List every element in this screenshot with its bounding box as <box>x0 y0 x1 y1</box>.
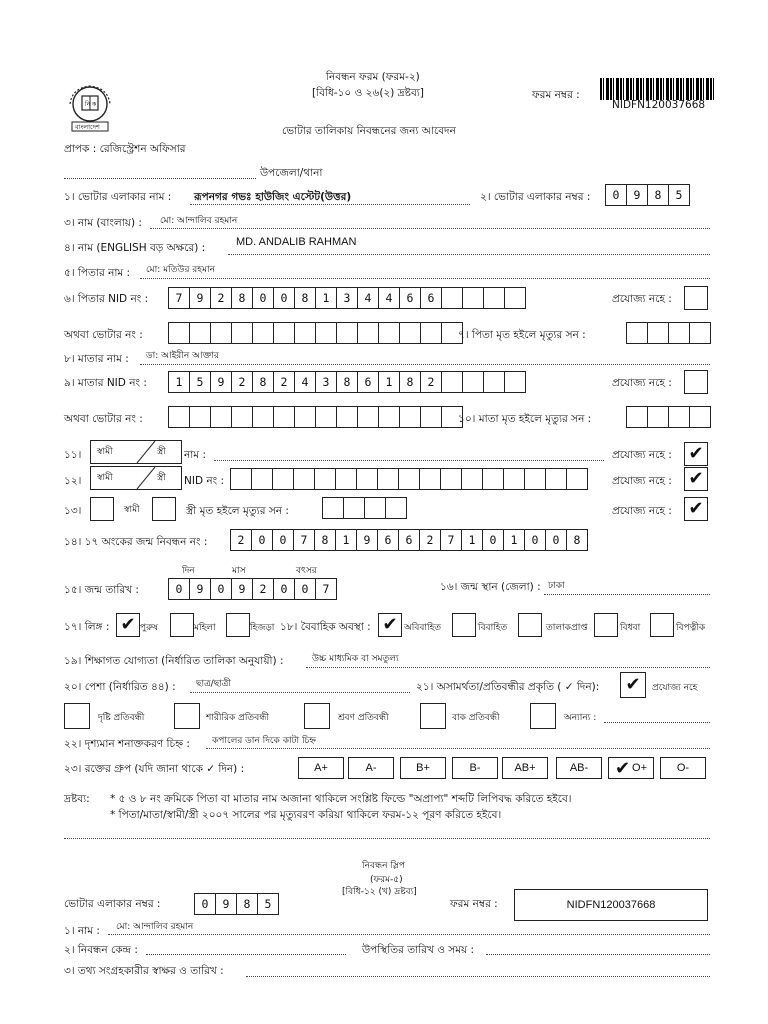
digit-box[interactable] <box>505 288 525 308</box>
f6-label: ৬। পিতার NID নং : <box>64 293 149 305</box>
f9-checkbox[interactable] <box>684 370 708 394</box>
note-1: * ৫ ও ৮ নং ক্রমিকে পিতা বা মাতার নাম অজানা থাকিলে সংশ্লিষ্ট ফিল্ডে "অপ্রাপ্য" শব্দটি লিপিবদ্ধ করিতে হইবে। <box>110 793 572 805</box>
digit-box[interactable]: 8 <box>232 288 253 308</box>
blood-group-label: AB+ <box>514 762 536 774</box>
digit-box[interactable] <box>211 407 232 427</box>
upazila-line[interactable] <box>64 178 256 179</box>
mother-voter-boxes[interactable] <box>168 406 463 428</box>
digit-box[interactable] <box>337 407 358 427</box>
digit-box[interactable] <box>400 323 421 343</box>
digit-box[interactable]: 7 <box>322 582 330 596</box>
digit-box[interactable]: 8 <box>573 533 581 547</box>
digit-box[interactable]: 1 <box>379 372 400 392</box>
f16-line <box>544 594 710 595</box>
digit-box[interactable] <box>344 498 365 518</box>
blood-group-oneg[interactable] <box>660 757 706 779</box>
f22-value[interactable]: কপালের ডান দিকে কাটা চিহ্ন <box>212 736 317 746</box>
digit-box[interactable] <box>627 323 648 343</box>
dob-day-label: দিন <box>182 566 195 576</box>
check-icon: ✔ <box>625 674 641 695</box>
f13-not-applicable: প্রযোজ্য নহে : <box>612 505 672 517</box>
digit-box[interactable] <box>627 407 648 427</box>
digit-box[interactable] <box>273 469 294 489</box>
digit-box[interactable] <box>504 469 525 489</box>
digit-box[interactable]: 0 <box>274 288 295 308</box>
digit-box[interactable]: 1 <box>316 288 337 308</box>
slip-form-no-box <box>514 889 708 921</box>
digit-box[interactable]: 8 <box>295 288 316 308</box>
digit-box[interactable]: 1 <box>336 530 357 550</box>
digit-box[interactable] <box>357 469 378 489</box>
f18-label: ১৮। বৈবাহিক অবস্থা : <box>280 621 371 633</box>
f10-boxes[interactable] <box>626 406 711 428</box>
hearing-checkbox[interactable] <box>304 703 330 729</box>
slip-center-label: ২। নিবন্ধন কেন্দ্র : <box>64 944 138 956</box>
digit-box[interactable]: 3 <box>337 288 358 308</box>
f16-label: ১৬। জন্ম স্থান (জেলা) : <box>440 581 541 593</box>
logo <box>62 78 118 134</box>
widow-label: বিধবা <box>620 623 641 633</box>
f3-label: ৩। নাম (বাংলায়) : <box>64 217 142 229</box>
digit-box[interactable]: 2 <box>253 579 274 599</box>
digit-box[interactable]: 4 <box>379 288 400 308</box>
digit-box[interactable]: 8 <box>648 185 669 205</box>
hijra-checkbox[interactable] <box>226 613 250 637</box>
blood-group-label: O- <box>676 762 690 774</box>
slip-attendance-label: উপস্থিতির তারিখ ও সময় : <box>362 944 475 956</box>
male-label: পুরুষ <box>140 623 158 633</box>
f11-spouse-box[interactable] <box>90 440 182 464</box>
dob-year-label: বৎসর <box>296 566 317 576</box>
male-checkbox[interactable] <box>116 613 140 637</box>
vision-label: দৃষ্টি প্রতিবন্ধী <box>98 713 145 723</box>
barcode-number: NIDFN120037668 <box>612 99 706 111</box>
digit-box[interactable]: 0 <box>195 894 216 914</box>
digit-box[interactable] <box>420 469 441 489</box>
blood-group-bpos[interactable] <box>400 757 446 779</box>
digit-box[interactable] <box>669 407 690 427</box>
f21-label: ২১। অসামর্থতা/প্রতিবন্ধীর প্রকৃতি ( ✓ দিন): <box>416 681 600 693</box>
digit-box[interactable]: 8 <box>253 372 274 392</box>
father-voter-label: অথবা ভোটার নং : <box>64 329 143 341</box>
f15-label: ১৫। জন্ম তারিখ : <box>64 584 139 596</box>
other-line <box>604 722 710 723</box>
dob-month-label: মাস <box>232 566 246 576</box>
check-icon: ✔ <box>688 468 704 489</box>
check-icon: ✔ <box>688 498 704 519</box>
married-checkbox[interactable] <box>452 613 476 637</box>
digit-box[interactable]: 6 <box>358 372 379 392</box>
digit-box[interactable]: 8 <box>237 894 258 914</box>
digit-box[interactable]: 8 <box>315 530 336 550</box>
digit-box[interactable]: 2 <box>420 530 441 550</box>
slip-name-value[interactable]: মো: আন্দালিব রহমান <box>116 922 194 932</box>
digit-box[interactable] <box>294 469 315 489</box>
digit-box[interactable] <box>442 372 463 392</box>
digit-box[interactable]: 2 <box>232 372 253 392</box>
slip-area-no-label: ভোটার এলাকার নম্বর : <box>64 898 161 910</box>
digit-box[interactable] <box>211 323 232 343</box>
digit-box[interactable]: 2 <box>274 372 295 392</box>
digit-box[interactable]: 6 <box>400 288 421 308</box>
f20-label: ২০। পেশা (নির্ধারিত ৪৪) : <box>64 681 176 693</box>
digit-box[interactable] <box>690 323 710 343</box>
digit-box[interactable]: 9 <box>190 579 211 599</box>
digit-box[interactable] <box>295 407 316 427</box>
digit-box[interactable] <box>441 469 462 489</box>
father-voter-boxes[interactable] <box>168 322 463 344</box>
f12-not-applicable: প্রযোজ্য নহে : <box>612 475 672 487</box>
f6-boxes[interactable] <box>168 287 526 309</box>
blood-group-aneg[interactable] <box>348 757 394 779</box>
f5-value[interactable]: মো: মতিউর রহমান <box>146 265 215 275</box>
vision-checkbox[interactable] <box>64 703 90 729</box>
digit-box[interactable] <box>253 407 274 427</box>
f8-label: ৮। মাতার নাম : <box>64 353 129 365</box>
digit-box[interactable] <box>399 469 420 489</box>
f3-line <box>150 228 710 229</box>
digit-box[interactable]: 1 <box>169 372 190 392</box>
f13-husband-label: স্বামী <box>124 505 140 515</box>
digit-box[interactable]: 6 <box>378 530 399 550</box>
upazila-label: উপজেলা/থানা <box>260 167 323 179</box>
blood-group-label: B- <box>469 762 481 774</box>
blood-group-label: A- <box>365 762 377 774</box>
digit-box[interactable] <box>505 372 525 392</box>
f21-not-applicable-checkbox[interactable] <box>620 672 646 698</box>
slip-center-line <box>146 954 346 955</box>
f17-label: ১৭। লিঙ্গ : <box>64 621 110 633</box>
f14-boxes[interactable] <box>230 529 588 551</box>
f13-boxes[interactable] <box>322 497 407 519</box>
f1-value[interactable]: রূপনগর গভঃ হাউজিং এস্টেট(উত্তর) <box>194 191 352 203</box>
digit-box[interactable]: 5 <box>675 188 683 202</box>
digit-box[interactable]: 7 <box>294 530 315 550</box>
f12-label: ১২। <box>64 475 82 487</box>
physical-label: শারীরিক প্রতিবন্ধী <box>206 713 269 723</box>
digit-box[interactable] <box>669 323 690 343</box>
divorced-label: তালাকপ্রাপ্ত <box>546 623 588 633</box>
digit-box[interactable]: 0 <box>169 579 190 599</box>
f14-label: ১৪। ১৭ অংকের জন্ম নিবন্ধন নং : <box>64 536 208 548</box>
f19-value[interactable]: উচ্চ মাধ্যমিক বা সমতুল্য <box>312 654 399 664</box>
husband-label: স্বামী <box>97 473 113 483</box>
check-icon: ✔ <box>688 443 704 464</box>
physical-checkbox[interactable] <box>174 703 200 729</box>
wife-label: স্ত্রী <box>157 473 166 483</box>
married-label: বিবাহিত <box>478 623 508 633</box>
f11-name-label: নাম : <box>184 449 207 461</box>
digit-box[interactable] <box>274 407 295 427</box>
digit-box[interactable] <box>323 498 344 518</box>
digit-box[interactable]: 2 <box>231 530 252 550</box>
widower-checkbox[interactable] <box>650 613 674 637</box>
digit-box[interactable] <box>169 323 190 343</box>
widow-checkbox[interactable] <box>594 613 618 637</box>
digit-box[interactable] <box>484 372 505 392</box>
f19-line <box>306 667 710 668</box>
f13-wife-checkbox[interactable] <box>152 497 176 521</box>
f13-wife-dead-label: স্ত্রী মৃত হইলে মৃত্যুর সন : <box>186 505 289 517</box>
digit-box[interactable] <box>379 407 400 427</box>
f12-checkbox[interactable] <box>684 467 708 491</box>
f22-line <box>206 748 710 749</box>
f1-label: ১। ভোটার এলাকার নাম : <box>64 191 172 203</box>
digit-box[interactable] <box>337 323 358 343</box>
f7-boxes[interactable] <box>626 322 711 344</box>
unmarried-label: অবিবাহিত <box>404 623 442 633</box>
svg-text:ক: ক <box>92 101 97 108</box>
slip-area-boxes[interactable] <box>194 893 279 915</box>
f19-label: ১৯। শিক্ষাগত যোগ্যতা (নির্ধারিত তালিকা অনুযায়ী) : <box>64 655 284 667</box>
check-icon: ✔ <box>120 614 136 635</box>
hearing-label: শ্রবণ প্রতিবন্ধী <box>338 713 389 723</box>
digit-box[interactable] <box>252 469 273 489</box>
other-label: অন্যান্য : <box>564 713 597 723</box>
digit-box[interactable] <box>378 469 399 489</box>
f12-boxes[interactable] <box>230 468 588 490</box>
f12-spouse-box[interactable] <box>90 466 182 490</box>
f20-line <box>190 692 410 693</box>
digit-box[interactable]: 6 <box>399 530 420 550</box>
digit-box[interactable]: 2 <box>211 288 232 308</box>
f4-label: ৪। নাম (ENGLISH বড় অক্ষরে) : <box>64 242 206 254</box>
f11-not-applicable: প্রযোজ্য নহে : <box>612 449 672 461</box>
digit-box[interactable]: 8 <box>337 372 358 392</box>
digit-box[interactable]: 0 <box>273 530 294 550</box>
digit-box[interactable]: 9 <box>232 579 253 599</box>
speech-checkbox[interactable] <box>420 703 446 729</box>
f20-value[interactable]: ছাত্র/ছাত্রী <box>196 679 231 689</box>
f10-label: ১০। মাতা মৃত হইলে মৃত্যুর সন : <box>458 413 592 425</box>
digit-box[interactable] <box>463 372 484 392</box>
barcode <box>600 78 716 100</box>
wife-label: স্ত্রী <box>157 447 166 457</box>
slip-signature-label: ৩। তথ্য সংগ্রহকারীর স্বাক্ষর ও তারিখ : <box>64 965 224 977</box>
f4-line <box>228 254 710 255</box>
widower-label: বিপত্নীক <box>676 623 706 633</box>
f2-boxes[interactable] <box>605 184 690 206</box>
digit-box[interactable]: 0 <box>546 530 567 550</box>
digit-box[interactable]: 7 <box>169 288 190 308</box>
digit-box[interactable] <box>484 288 505 308</box>
digit-box[interactable] <box>231 469 252 489</box>
recipient: প্রাপক : রেজিস্ট্রেশন অফিসার <box>64 143 186 155</box>
digit-box[interactable]: 5 <box>190 372 211 392</box>
digit-box[interactable]: 9 <box>627 185 648 205</box>
husband-label: স্বামী <box>97 447 113 457</box>
digit-box[interactable] <box>336 469 357 489</box>
digit-box[interactable] <box>525 469 546 489</box>
digit-box[interactable]: 9 <box>211 372 232 392</box>
f13-label: ১৩। <box>64 505 82 517</box>
f3-value[interactable]: মো: আন্দালিব রহমান <box>160 216 238 226</box>
digit-box[interactable] <box>421 407 442 427</box>
digit-box[interactable] <box>274 323 295 343</box>
mother-voter-label: অথবা ভোটার নং : <box>64 413 143 425</box>
digit-box[interactable] <box>295 323 316 343</box>
f8-line <box>140 364 710 365</box>
f8-value[interactable]: ডা: আইরীন আক্তার <box>146 351 219 361</box>
f4-value[interactable]: MD. ANDALIB RAHMAN <box>236 236 357 248</box>
blood-group-abpos[interactable] <box>502 757 548 779</box>
f6-checkbox[interactable] <box>684 286 708 310</box>
slip-name-label: ১। নাম : <box>64 925 100 937</box>
f13-checkbox[interactable] <box>684 497 708 521</box>
hijra-label: হিজড়া <box>250 623 275 633</box>
digit-box[interactable]: 0 <box>606 185 627 205</box>
f6-not-applicable: প্রযোজ্য নহে : <box>612 293 672 305</box>
form-title: নিবন্ধন ফরম (ফরম-২) <box>326 71 420 83</box>
digit-box[interactable]: 4 <box>358 288 379 308</box>
blood-group-bneg[interactable] <box>452 757 498 779</box>
blood-group-abneg[interactable] <box>556 757 602 779</box>
slip-form-no-label: ফরম নম্বর : <box>450 898 498 910</box>
digit-box[interactable] <box>386 498 406 518</box>
check-icon: ✔ <box>614 758 631 778</box>
digit-box[interactable] <box>316 323 337 343</box>
f9-boxes[interactable] <box>168 371 526 393</box>
f13-husband-checkbox[interactable] <box>90 497 114 521</box>
digit-box[interactable] <box>690 407 710 427</box>
slip-signature-line <box>246 976 710 977</box>
slip-attendance-line <box>486 954 710 955</box>
f22-label: ২২। দৃশ্যমান শনাক্তকরণ চিহ্ন : <box>64 738 190 750</box>
digit-box[interactable]: 6 <box>421 288 442 308</box>
digit-box[interactable] <box>462 469 483 489</box>
digit-box[interactable]: 3 <box>316 372 337 392</box>
f23-label: ২৩। রক্তের গ্রুপ (যদি জানা থাকে ✓ দিন) : <box>64 763 245 775</box>
other-checkbox[interactable] <box>530 703 556 729</box>
f15-boxes[interactable] <box>168 578 337 600</box>
blood-group-label: B+ <box>416 762 430 774</box>
digit-box[interactable] <box>442 288 463 308</box>
digit-box[interactable]: 4 <box>295 372 316 392</box>
f5-label: ৫। পিতার নাম : <box>64 267 131 279</box>
digit-box[interactable] <box>365 498 386 518</box>
blood-group-label: AB- <box>569 762 589 774</box>
check-icon: ✔ <box>382 614 398 635</box>
digit-box[interactable]: 9 <box>216 894 237 914</box>
divorced-checkbox[interactable] <box>518 613 542 637</box>
digit-box[interactable]: 9 <box>190 288 211 308</box>
digit-box[interactable] <box>648 407 669 427</box>
digit-box[interactable] <box>232 323 253 343</box>
slip-name-line <box>108 934 710 935</box>
f16-value[interactable]: ঢাকা <box>548 581 565 591</box>
svg-text:নি: নি <box>85 101 91 108</box>
digit-box[interactable]: 0 <box>253 288 274 308</box>
digit-box[interactable]: 0 <box>525 530 546 550</box>
digit-box[interactable] <box>315 469 336 489</box>
f1-line <box>190 204 470 205</box>
digit-box[interactable]: 1 <box>504 530 525 550</box>
separator-line <box>64 838 710 839</box>
unmarried-checkbox[interactable] <box>378 613 402 637</box>
digit-box[interactable] <box>546 469 567 489</box>
digit-box[interactable]: 0 <box>295 579 316 599</box>
blood-group-apos[interactable] <box>298 757 344 779</box>
form-number-label: ফরম নম্বর : <box>532 89 580 101</box>
digit-box[interactable]: 0 <box>211 579 232 599</box>
slip-form: (ফরম-৫) <box>370 875 403 885</box>
digit-box[interactable] <box>483 469 504 489</box>
blood-group-opos[interactable] <box>608 757 654 779</box>
digit-box[interactable] <box>358 323 379 343</box>
blood-group-label: A+ <box>314 762 328 774</box>
digit-box[interactable] <box>232 407 253 427</box>
speech-label: বাক প্রতিবন্ধী <box>452 713 500 723</box>
digit-box[interactable] <box>316 407 337 427</box>
f2-label: ২। ভোটার এলাকার নম্বর : <box>480 191 591 203</box>
female-label: মহিলা <box>194 623 216 633</box>
digit-box[interactable] <box>190 323 211 343</box>
slip-title: নিবন্ধন স্লিপ <box>362 861 405 871</box>
blood-group-label: O+ <box>632 762 648 774</box>
slip-rule: [বিধি-১২ (খ) দ্রষ্টব্য] <box>342 887 417 897</box>
digit-box[interactable] <box>421 323 442 343</box>
note-2: * পিতা/মাতা/স্বামী/স্ত্রী ২০০৭ সালের পর মৃত্যুবরণ করিয়া থাকিলে ফরম-১২ পূরণ করিতে হইবে। <box>110 809 502 821</box>
digit-box[interactable]: 7 <box>441 530 462 550</box>
slip-form-no: NIDFN120037668 <box>566 899 656 911</box>
logo-caption: বাংলাদেশ <box>75 123 100 131</box>
f5-line <box>140 278 710 279</box>
digit-box[interactable]: 8 <box>400 372 421 392</box>
f21-not-applicable-label: প্রযোজ্য নহে <box>652 683 698 693</box>
digit-box[interactable] <box>648 323 669 343</box>
f9-label: ৯। মাতার NID নং : <box>64 377 147 389</box>
female-checkbox[interactable] <box>170 613 194 637</box>
digit-box[interactable]: 0 <box>252 530 273 550</box>
digit-box[interactable]: 9 <box>357 530 378 550</box>
digit-box[interactable] <box>379 323 400 343</box>
digit-box[interactable]: 0 <box>483 530 504 550</box>
digit-box[interactable] <box>463 288 484 308</box>
rule-reference: [বিধি-১০ ও ২৬(২) দ্রষ্টব্য] <box>312 87 424 99</box>
digit-box[interactable]: 1 <box>462 530 483 550</box>
digit-box[interactable] <box>169 407 190 427</box>
digit-box[interactable] <box>400 407 421 427</box>
digit-box[interactable] <box>190 407 211 427</box>
f7-label: ৭। পিতা মৃত হইলে মৃত্যুর সন : <box>458 329 586 341</box>
f11-label: ১১। <box>64 449 82 461</box>
application-title: ভোটার তালিকায় নিবন্ধনের জন্য আবেদন <box>282 125 456 137</box>
digit-box[interactable] <box>253 323 274 343</box>
f9-not-applicable: প্রযোজ্য নহে : <box>612 377 672 389</box>
digit-box[interactable]: 5 <box>264 897 272 911</box>
note-label: দ্রষ্টব্য: <box>64 793 90 805</box>
digit-box[interactable]: 2 <box>421 372 442 392</box>
digit-box[interactable]: 0 <box>274 579 295 599</box>
f12-nid-label: NID নং : <box>184 475 225 487</box>
f11-line <box>214 460 604 461</box>
digit-box[interactable] <box>567 469 587 489</box>
digit-box[interactable] <box>358 407 379 427</box>
f11-checkbox[interactable] <box>684 442 708 466</box>
